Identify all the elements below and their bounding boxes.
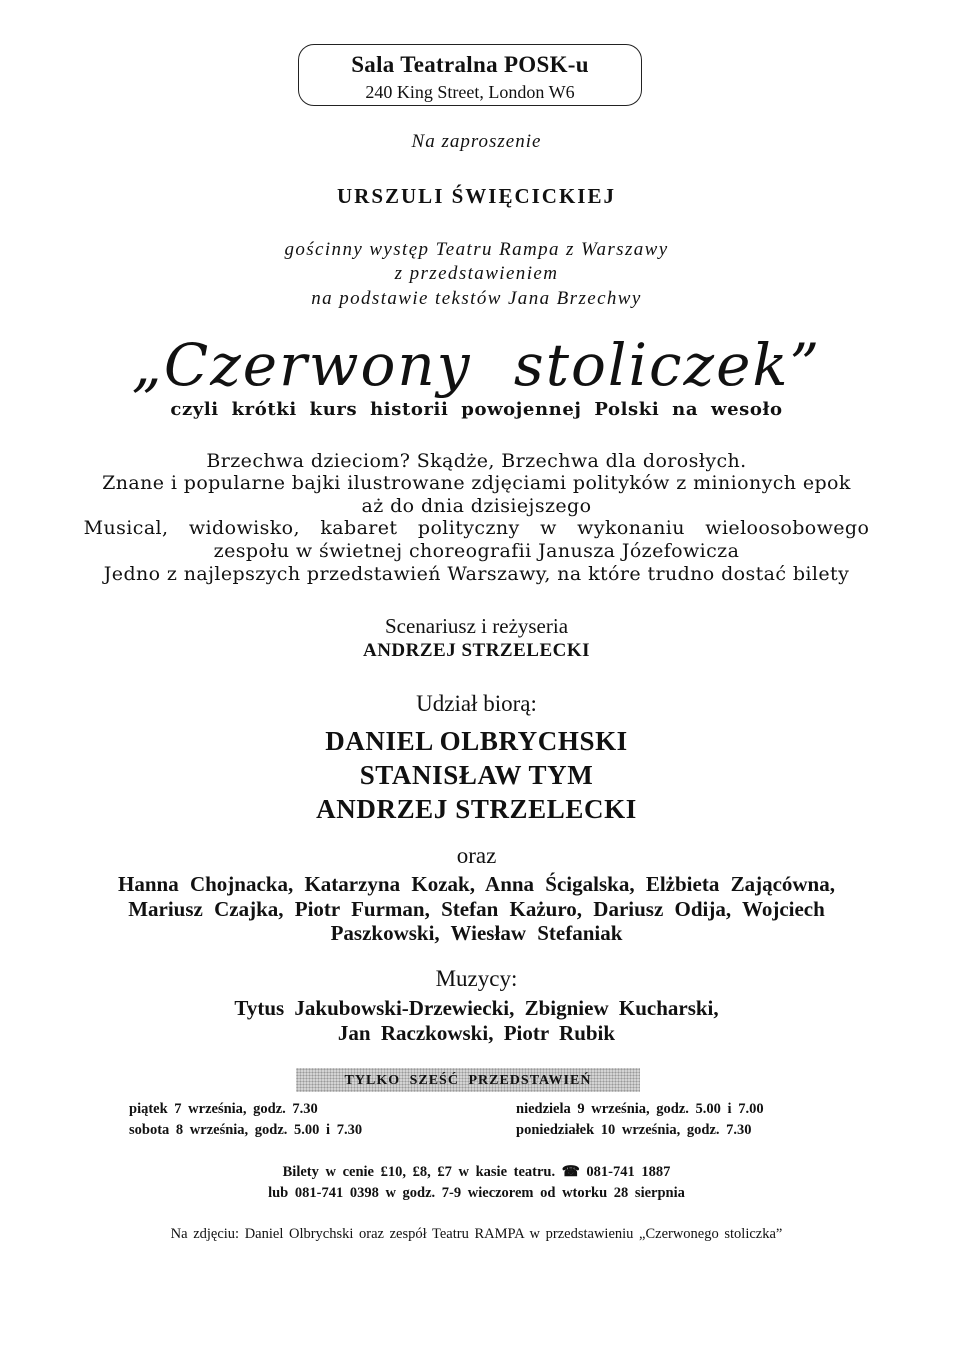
venue-name: Sala Teatralna POSK-u	[351, 52, 589, 77]
lead-actor: ANDRZEJ STRZELECKI	[316, 794, 637, 824]
ticket-info-line: Bilety w cenie £10, £8, £7 w kasie teatru. ☎ 081-741 1887	[282, 1164, 671, 1180]
lead-actor: DANIEL OLBRYCHSKI	[325, 726, 628, 756]
script-label: Scenariusz i reżyseria	[384, 614, 569, 638]
musicians-label: Muzycy:	[435, 966, 518, 991]
ticket-info-line: lub 081-741 0398 w godz. 7-9 wieczorem od wtorku 28 sierpnia	[268, 1185, 685, 1201]
director-name: ANDRZEJ STRZELECKI	[362, 640, 591, 661]
description-line: Brzechwa dzieciom? Skądże, Brzechwa dla dorosłych.	[206, 450, 747, 472]
supporting-cast-line: Mariusz Czajka, Piotr Furman, Stefan Każuro, Dariusz Odija, Wojciech	[128, 897, 825, 921]
supporting-cast-line: Hanna Chojnacka, Katarzyna Kozak, Anna Ścigalska, Elżbieta Zającówna,	[118, 872, 835, 896]
performance-date: piątek 7 września, godz. 7.30	[129, 1101, 318, 1117]
description-line: Jedno z najlepszych przedstawień Warszawy, na które trudno dostać bilety	[103, 563, 850, 585]
performances-banner: TYLKO SZEŚĆ PRZEDSTAWIEŃ	[296, 1068, 640, 1092]
guest-line: z przedstawieniem	[394, 263, 559, 284]
cast-label: Udział biorą:	[416, 691, 537, 716]
performance-date: niedziela 9 września, godz. 5.00 i 7.00	[516, 1101, 764, 1117]
host-name: URSZULI ŚWIĘCICKIEJ	[337, 184, 616, 208]
play-title: „Czerwony stoliczek”	[131, 331, 822, 399]
performance-date: sobota 8 września, godz. 5.00 i 7.30	[129, 1122, 363, 1138]
musicians-line: Jan Raczkowski, Piotr Rubik	[337, 1021, 616, 1045]
photo-caption: Na zdjęciu: Daniel Olbrychski oraz zespół Teatru RAMPA w przedstawieniu „Czerwonego stoliczka”	[170, 1226, 783, 1242]
description-line: Znane i popularne bajki ilustrowane zdjęciami polityków z minionych epok	[102, 472, 851, 494]
musicians-line: Tytus Jakubowski-Drzewiecki, Zbigniew Kucharski,	[234, 996, 719, 1020]
and-label: oraz	[456, 843, 497, 868]
venue-address: 240 King Street, London W6	[365, 82, 575, 102]
description-line: aż do dnia dzisiejszego	[361, 495, 592, 517]
guest-line: gościnny występ Teatru Rampa z Warszawy	[284, 239, 669, 260]
supporting-cast-line: Paszkowski, Wiesław Stefaniak	[330, 921, 623, 945]
description-line: zespołu w świetnej choreografii Janusza Józefowicza	[213, 540, 740, 562]
play-subtitle: czyli krótki kurs historii powojennej Polski na wesoło	[170, 399, 783, 420]
guest-line: na podstawie tekstów Jana Brzechwy	[311, 288, 642, 309]
lead-actor: STANISŁAW TYM	[359, 760, 594, 790]
description-line: Musical, widowisko, kabaret polityczny w wykonaniu wieloosobowego	[83, 517, 870, 539]
performance-date: poniedziałek 10 września, godz. 7.30	[516, 1122, 752, 1138]
invitation-line: Na zaproszenie	[411, 131, 542, 152]
